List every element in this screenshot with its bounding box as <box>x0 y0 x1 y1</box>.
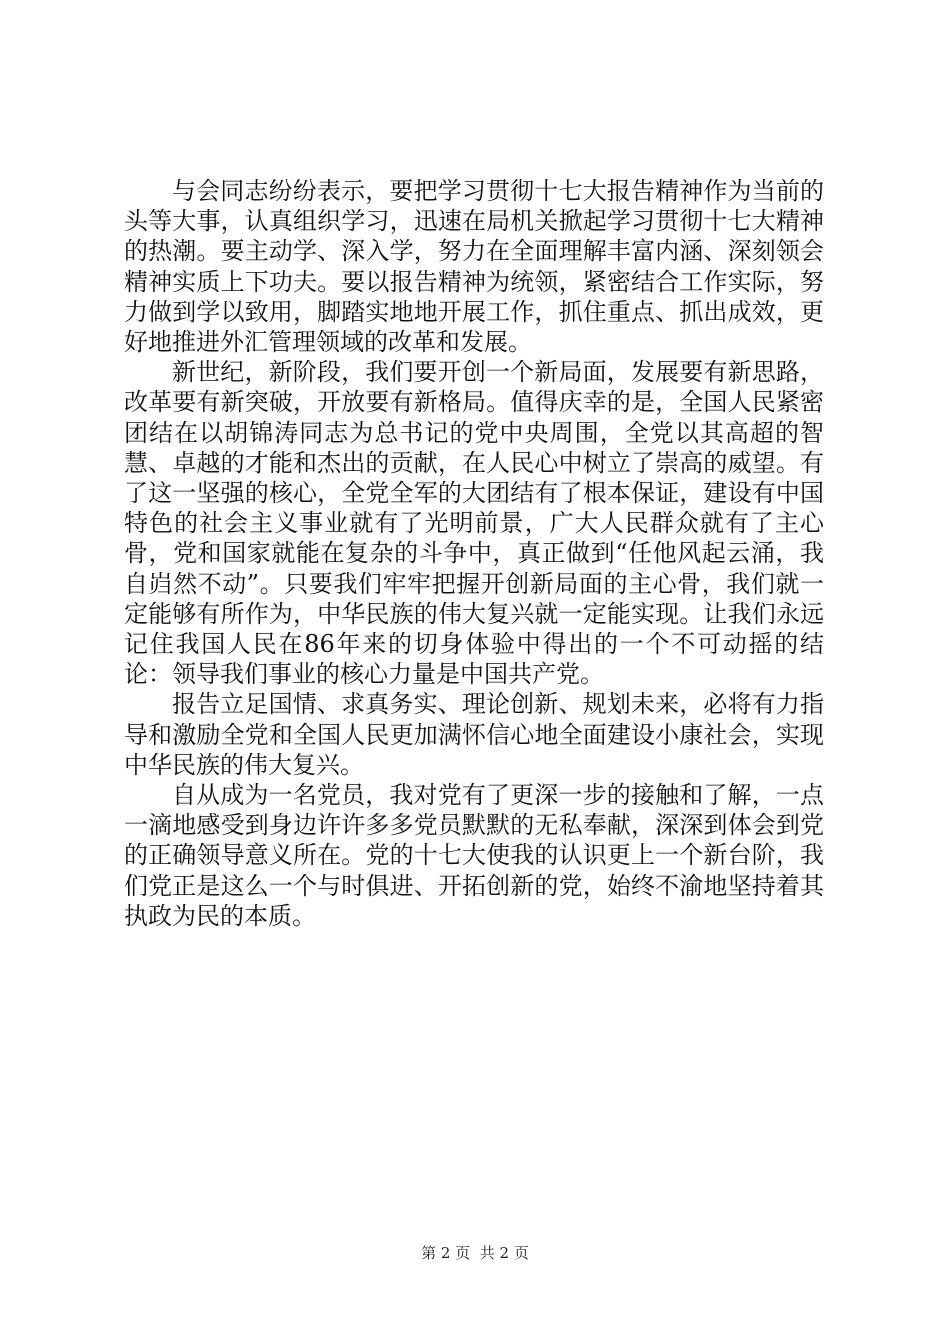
paragraph-1: 与会同志纷纷表示，要把学习贯彻十七大报告精神作为当前的头等大事，认真组织学习，迅速在局机关掀起学习贯彻十七大精神的热潮。要主动学、深入学，努力在全面理解丰富内涵、深刻领会精神实质上下功夫。要以报告精神为统领，紧密结合工作实际，努力做到学以致用，脚踏实地地开展工作，抓住重点、抓出成效，更好地推进外汇管理领域的改革和发展。 <box>124 177 824 357</box>
page-number: 第 2 页 共 2 页 <box>421 1244 529 1262</box>
document-body <box>124 176 824 931</box>
paragraph-3: 报告立足国情、求真务实、理论创新、规划未来，必将有力指导和激励全党和全国人民更加满怀信心地全面建设小康社会，实现中华民族的伟大复兴。 <box>124 690 824 779</box>
page-footer <box>0 1243 950 1263</box>
paragraph-2: 新世纪，新阶段，我们要开创一个新局面，发展要有新思路，改革要有新突破，开放要有新格局。值得庆幸的是，全国人民紧密团结在以胡锦涛同志为总书记的党中央周围，全党以其高超的智慧、卓越的才能和杰出的贡献，在人民心中树立了崇高的威望。有了这一坚强的核心，全党全军的大团结有了根本保证，建设有中国特色的社会主义事业就有了光明前景，广大人民群众就有了主心骨，党和国家就能在复杂的斗争中，真正做到“任他风起云涌，我自岿然不动”。只要我们牢牢把握开创新局面的主心骨，我们就一定能够有所作为，中华民族的伟大复兴就一定能实现。让我们永远记住我国人民在86年来的切身体验中得出的一个不可动摇的结论：领导我们事业的核心力量是中国共产党。 <box>124 358 824 689</box>
paragraph-4: 自从成为一名党员，我对党有了更深一步的接触和了解，一点一滴地感受到身边许许多多党员默默的无私奉献，深深到体会到党的正确领导意义所在。党的十七大使我的认识更上一个新台阶，我们党正是这么一个与时俱进、开拓创新的党，始终不渝地坚持着其执政为民的本质。 <box>124 781 824 930</box>
